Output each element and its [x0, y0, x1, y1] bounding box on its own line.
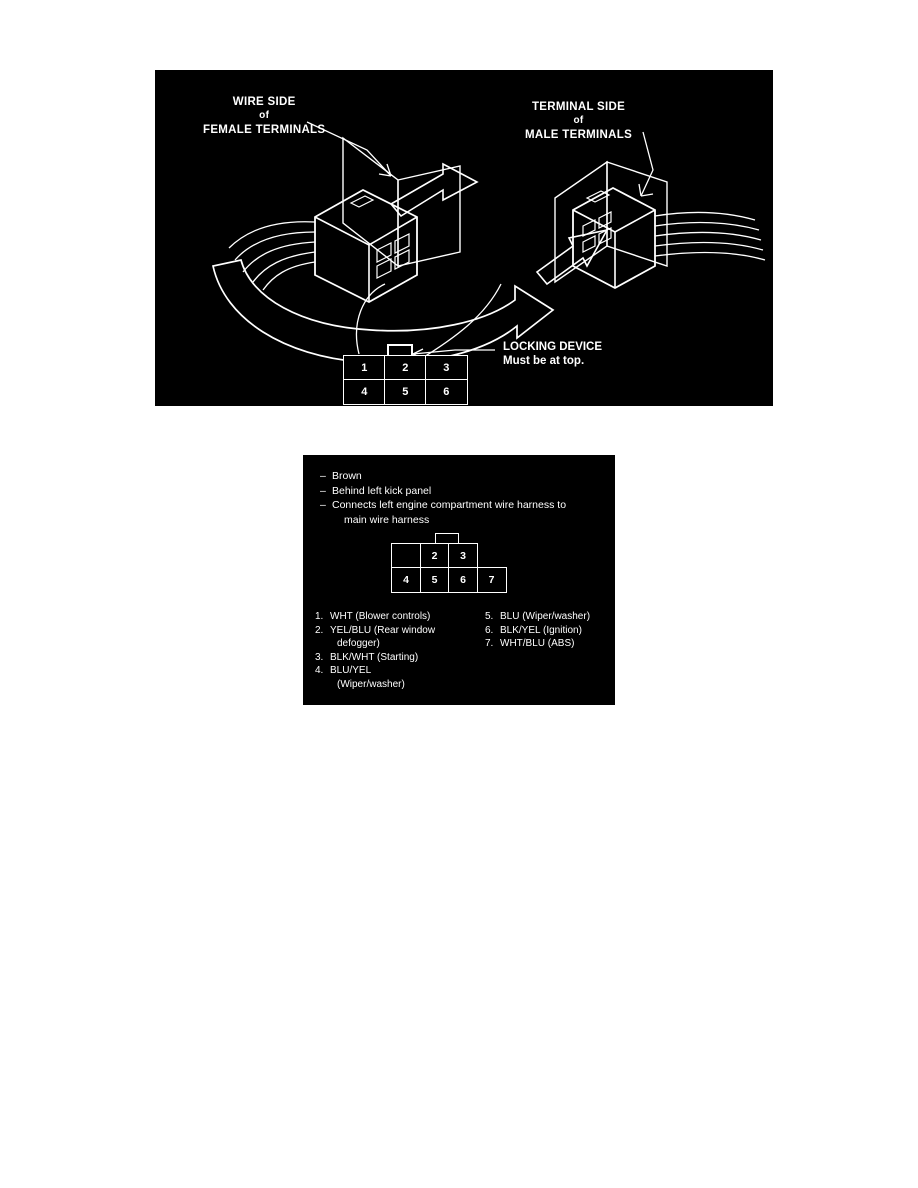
pin-row-top [391, 543, 511, 567]
pin-cell: 3 [448, 543, 478, 569]
locking-device-label [503, 340, 602, 368]
terminal-legend [315, 610, 610, 691]
pin-cell: 6 [425, 379, 468, 405]
terminal-legend-left-column [315, 610, 485, 691]
locking-device-line1: LOCKING DEVICE [503, 341, 603, 353]
pin-cell [391, 543, 421, 569]
pin-row-bottom [391, 567, 511, 591]
wire-side-line1: WIRE SIDE [232, 96, 296, 108]
legend-text: BLK/WHT (Starting) [330, 651, 419, 663]
pin-cell: 4 [391, 567, 421, 593]
wire-side-label [203, 95, 325, 137]
legend-text: BLU/YEL [330, 665, 372, 676]
pin-cell: 1 [343, 355, 386, 381]
locking-device-line2: Must be at top. [503, 355, 585, 367]
pin-row-top [343, 355, 466, 379]
locking-tab-icon [387, 344, 413, 355]
wire-side-line2: of [259, 110, 270, 121]
legend-text: YEL/BLU (Rear window [330, 624, 436, 636]
legend-number: 3. [315, 651, 324, 663]
legend-text-continuation: defogger) [337, 638, 380, 649]
note-text: Brown [332, 470, 362, 482]
terminal-side-line3: MALE TERMINALS [525, 129, 633, 141]
pin-cell: 5 [384, 379, 427, 405]
note-item [320, 484, 605, 499]
terminal-side-line2: of [573, 115, 584, 126]
note-continuation: main wire harness [344, 513, 430, 526]
dash-bullet-icon: – [320, 499, 326, 511]
pin-cell: 2 [384, 355, 427, 381]
pin-cell: 5 [420, 567, 450, 593]
terminal-legend-right-column [485, 610, 610, 691]
dash-bullet-icon: – [320, 470, 326, 482]
legend-item [315, 624, 485, 651]
locking-tab-icon [435, 533, 459, 543]
note-item [320, 469, 605, 484]
legend-number: 6. [485, 624, 494, 636]
terminal-side-line1: TERMINAL SIDE [531, 101, 626, 113]
connector-pin-grid-7way [391, 543, 511, 591]
legend-item [485, 624, 610, 638]
legend-text: BLK/YEL (Ignition) [500, 624, 582, 636]
legend-item [315, 664, 485, 691]
legend-item [485, 637, 610, 651]
legend-item [315, 610, 485, 624]
connector-pin-grid-6way [343, 355, 466, 404]
legend-item [315, 651, 485, 665]
note-item [320, 498, 605, 513]
pin-cell: 7 [477, 567, 507, 593]
legend-number: 5. [485, 611, 494, 622]
connector-orientation-figure [155, 70, 773, 406]
note-text: Behind left kick panel [332, 484, 432, 497]
connector-notes [320, 469, 605, 527]
legend-number: 7. [485, 638, 494, 649]
note-text: Connects left engine compartment wire harness to [332, 499, 567, 511]
legend-text: BLU (Wiper/washer) [500, 611, 591, 622]
pin-cell: 4 [343, 379, 386, 405]
pin-cell: 3 [425, 355, 468, 381]
pin-cell: 6 [448, 567, 478, 593]
legend-text: WHT (Blower controls) [330, 611, 431, 622]
legend-text: WHT/BLU (ABS) [500, 638, 575, 649]
legend-number: 4. [315, 665, 324, 676]
pin-row-bottom [343, 379, 466, 403]
legend-number: 1. [315, 611, 324, 622]
legend-text-continuation: (Wiper/washer) [337, 678, 405, 690]
wire-side-line3: FEMALE TERMINALS [203, 124, 326, 136]
connector-detail-figure [303, 455, 615, 705]
pin-cell: 2 [420, 543, 450, 569]
dash-bullet-icon: – [320, 484, 326, 497]
legend-item [485, 610, 610, 624]
terminal-side-label [525, 100, 632, 142]
legend-number: 2. [315, 624, 324, 636]
